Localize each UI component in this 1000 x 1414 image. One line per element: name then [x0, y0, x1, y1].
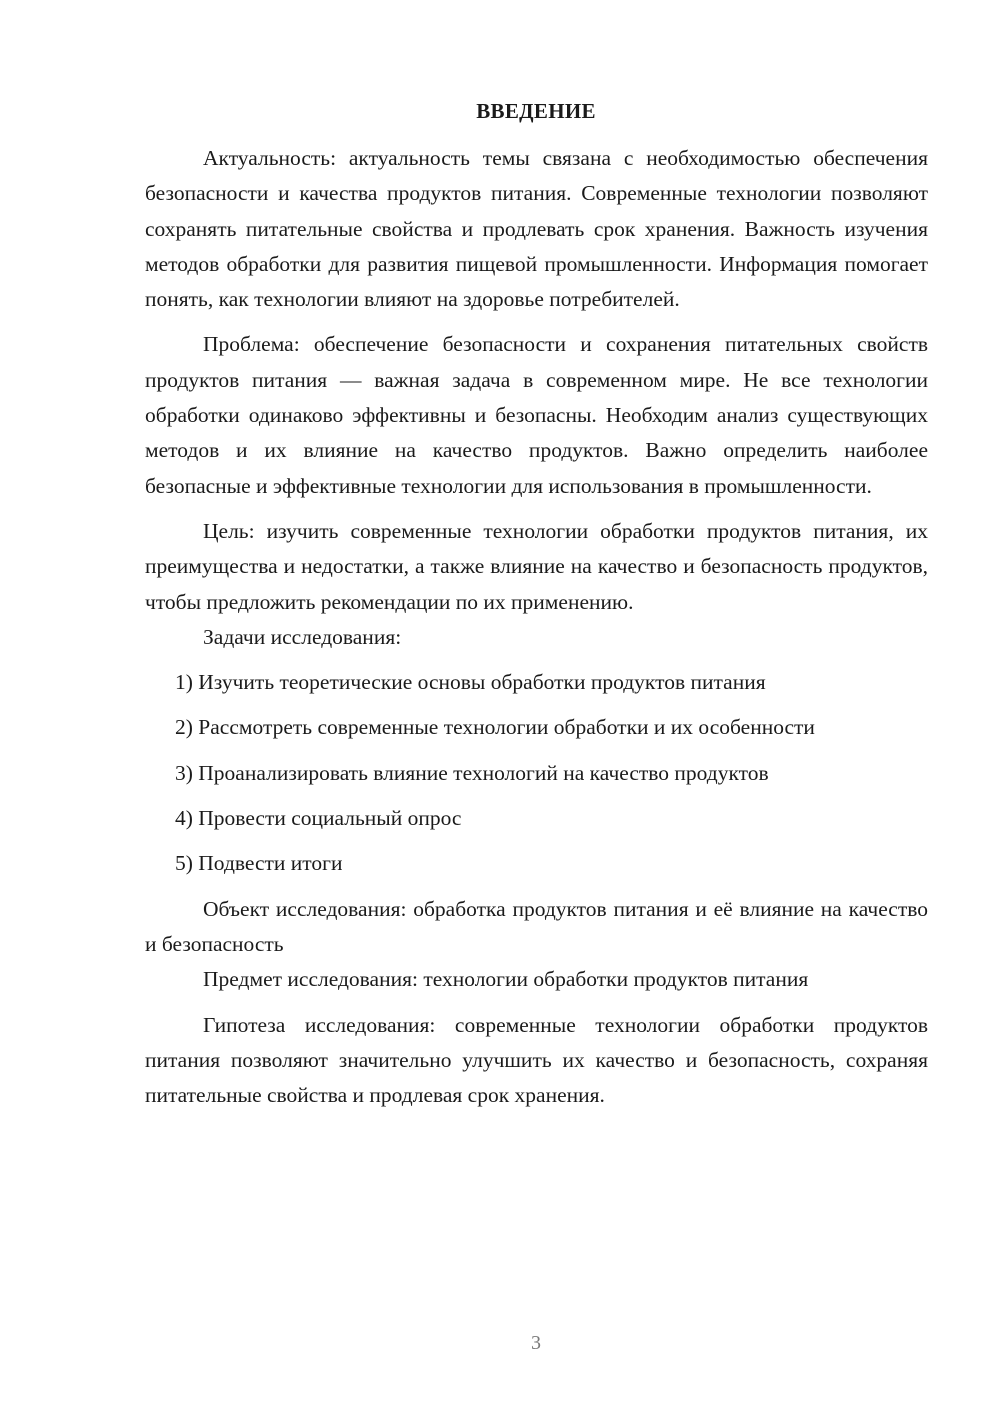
task-item-5: 5) Подвести итоги: [175, 851, 343, 876]
task-item-2: 2) Рассмотреть современные технологии обработки и их особенности: [175, 715, 815, 740]
task-item-1: 1) Изучить теоретические основы обработки продуктов питания: [175, 670, 766, 695]
page-number: 3: [531, 1332, 541, 1354]
paragraph-problem: Проблема: обеспечение безопасности и сохранения питательных свойств продуктов питания — важная задача в современном мире. Не все технологии обработки одинаково эффективны и безопасны. Необходим анализ существующих методов и их влияние на качество продуктов. Важно определить наиболее безопасные и эффективные технологии для использования в промышленности.: [145, 332, 928, 498]
page-title: ВВЕДЕНИЕ: [476, 99, 596, 123]
tasks-heading: Задачи исследования:: [203, 624, 402, 649]
paragraph-relevance: Актуальность: актуальность темы связана с необходимостью обеспечения безопасности и качества продуктов питания. Современные технологии позволяют сохранять питательные свойства и продлевать срок хранения. Важность изучения методов обработки для развития пищевой промышленности. Информация помогает понять, как технологии влияют на здоровье потребителей.: [145, 146, 928, 312]
document-body: [145, 141, 928, 1113]
paragraph-hypothesis: Гипотеза исследования: современные технологии обработки продуктов питания позволяют значительно улучшить их качество и безопасность, сохраняя питательные свойства и продлевая срок хранения.: [145, 1012, 928, 1108]
paragraph-goal: Цель: изучить современные технологии обработки продуктов питания, их преимущества и недостатки, а также влияние на качество и безопасность продуктов, чтобы предложить рекомендации по их применению.: [145, 518, 928, 614]
paragraph-subject: Предмет исследования: технологии обработки продуктов питания: [203, 967, 809, 992]
task-item-4: 4) Провести социальный опрос: [175, 806, 462, 831]
paragraph-object: Объект исследования: обработка продуктов питания и её влияние на качество и безопасность: [145, 896, 928, 956]
task-item-3: 3) Проанализировать влияние технологий на качество продуктов: [175, 760, 769, 785]
